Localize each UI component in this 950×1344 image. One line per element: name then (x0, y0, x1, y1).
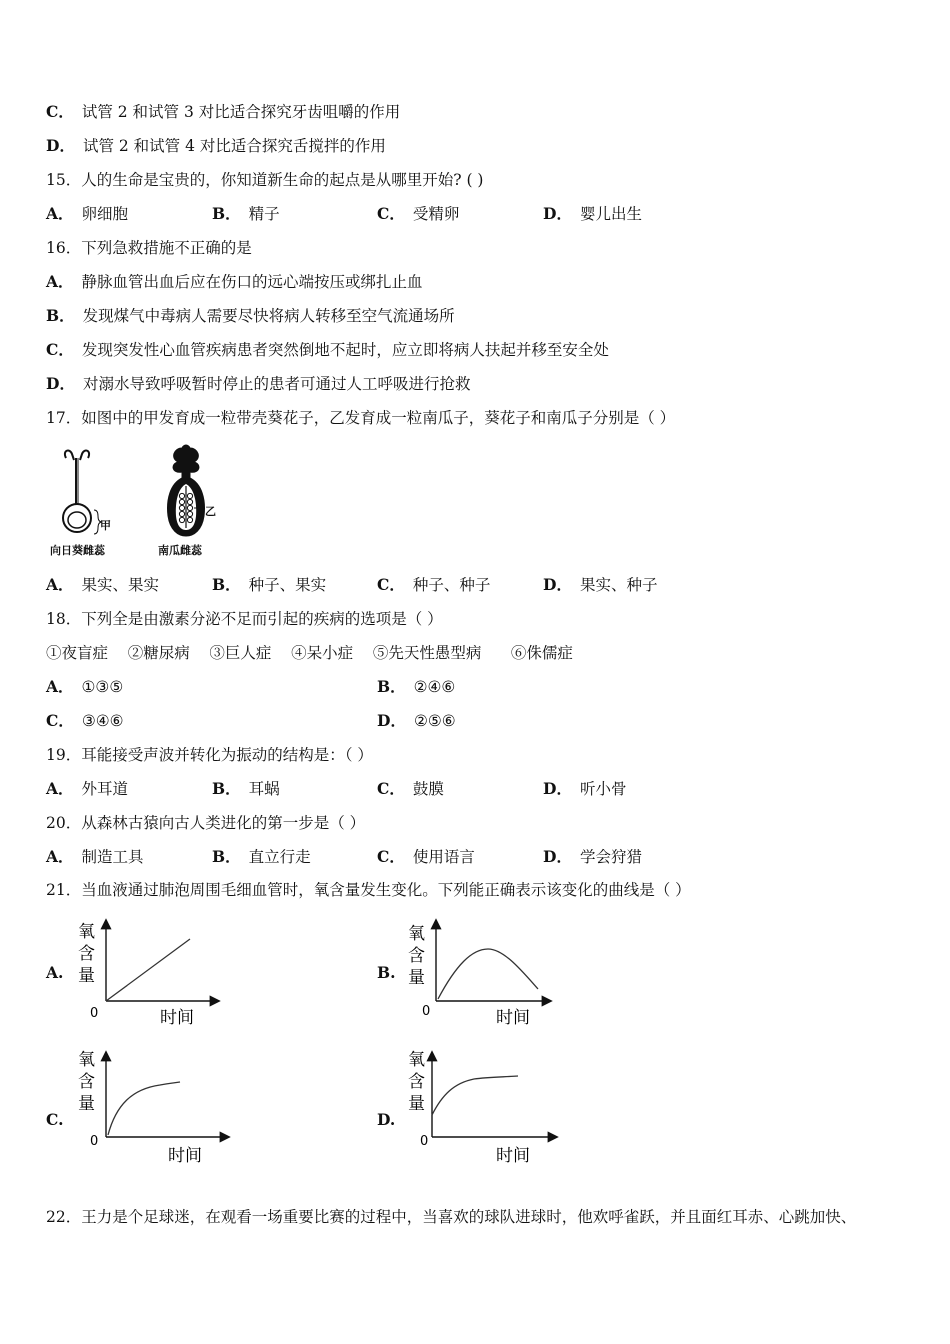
option-text: 鼓膜 (412, 780, 444, 798)
option-text: 听小骨 (579, 780, 627, 798)
option-letter: D． (46, 136, 75, 155)
q20-option-a (46, 847, 144, 867)
sunflower-pistil-figure (52, 446, 122, 538)
sunflower-mark-label: 甲 (100, 519, 111, 532)
q21-graph-b (400, 915, 560, 1030)
origin-label: 0 (420, 1134, 429, 1149)
ylabel-char: 含 (78, 1072, 95, 1092)
option-text: 受精卵 (412, 205, 460, 223)
q18-option-a (46, 677, 123, 697)
q16-option-c (46, 340, 609, 360)
option-text: 婴儿出生 (579, 205, 642, 223)
ylabel-char: 量 (408, 968, 425, 988)
q19-stem: 19．耳能接受声波并转化为振动的结构是：（ ） (46, 746, 373, 764)
option-letter: C． (377, 575, 405, 594)
option-text: 果实、种子 (579, 576, 658, 594)
q21-stem: 21．当血液通过肺泡周围毛细血管时，氧含量发生变化。下列能正确表示该变化的曲线是（ ） (46, 881, 691, 899)
q16-option-d (46, 374, 470, 394)
q21-graph-a (70, 915, 230, 1030)
q21-graph-c (70, 1045, 240, 1170)
option-letter: D． (543, 204, 572, 223)
option-letter: A． (46, 677, 74, 696)
option-text: 静脉血管出血后应在伤口的远心端按压或绑扎止血 (81, 273, 423, 291)
q21-graph-b-letter: B. (377, 963, 396, 982)
q16-option-a (46, 272, 423, 292)
option-letter: B． (212, 847, 241, 866)
option-letter: D． (46, 374, 75, 393)
option-text: ①③⑤ (81, 678, 124, 696)
q18-option-c (46, 711, 124, 731)
option-text: 种子、种子 (412, 576, 491, 594)
q18-option-d (377, 711, 456, 731)
ylabel-char: 氧 (78, 922, 95, 942)
q19-option-c (377, 779, 444, 799)
option-text: 对溺水导致呼吸暂时停止的患者可通过人工呼吸进行抢救 (82, 375, 471, 393)
option-text: 使用语言 (412, 848, 475, 866)
option-letter: C． (46, 102, 74, 121)
q21-graph-d-letter: D. (377, 1110, 396, 1129)
ylabel-char: 量 (78, 1094, 95, 1114)
option-letter: A． (46, 272, 74, 291)
q19-option-d (543, 779, 626, 799)
q21-graph-d (400, 1045, 570, 1170)
ylabel-char: 氧 (408, 1050, 425, 1070)
q17-option-d (543, 575, 657, 595)
option-text: 学会狩猎 (579, 848, 642, 866)
option-text: ②④⑥ (413, 678, 456, 696)
q14-option-c (46, 102, 400, 122)
q18-stem: 18．下列全是由激素分泌不足而引起的疾病的选项是（ ） (46, 610, 443, 628)
option-text: 种子、果实 (248, 576, 327, 594)
ylabel-char: 含 (78, 944, 95, 964)
q16-option-b (46, 306, 455, 326)
option-letter: D． (543, 847, 572, 866)
option-letter: B． (212, 204, 241, 223)
q20-option-d (543, 847, 642, 867)
option-text: 外耳道 (81, 780, 129, 798)
option-text: 发现突发性心血管疾病患者突然倒地不起时，应立即将病人扶起并移至安全处 (81, 341, 609, 359)
pumpkin-caption: 南瓜雌蕊 (158, 544, 202, 557)
q16-stem: 16．下列急救措施不正确的是 (46, 239, 252, 257)
option-text: 发现煤气中毒病人需要尽快将病人转移至空气流通场所 (82, 307, 455, 325)
xlabel: 时间 (168, 1146, 202, 1166)
q17-option-c (377, 575, 490, 595)
q15-option-d (543, 204, 642, 224)
q15-option-a (46, 204, 128, 224)
q22-stem: 22．王力是个足球迷，在观看一场重要比赛的过程中，当喜欢的球队进球时，他欢呼雀跃，并且面红耳赤、心跳加快、 (46, 1208, 857, 1226)
origin-label: 0 (90, 1134, 99, 1149)
q18-items: ①夜盲症 ②糖尿病 ③巨人症 ④呆小症 ⑤先天性愚型病 ⑥侏儒症 (46, 644, 573, 662)
q17-option-a (46, 575, 159, 595)
q15-stem: 15．人的生命是宝贵的，你知道新生命的起点是从哪里开始? ( ) (46, 171, 484, 189)
q19-option-a (46, 779, 128, 799)
xlabel: 时间 (496, 1146, 530, 1166)
q17-stem: 17．如图中的甲发育成一粒带壳葵花子，乙发育成一粒南瓜子，葵花子和南瓜子分别是（ ） (46, 409, 676, 427)
option-letter: C． (377, 204, 405, 223)
option-letter: B． (212, 575, 241, 594)
origin-label: 0 (90, 1006, 99, 1021)
q20-stem: 20．从森林古猿向古人类进化的第一步是（ ） (46, 814, 366, 832)
option-text: 卵细胞 (81, 205, 129, 223)
xlabel: 时间 (496, 1008, 530, 1028)
option-text: 试管 2 和试管 4 对比适合探究舌搅拌的作用 (82, 137, 386, 155)
q20-option-c (377, 847, 475, 867)
option-letter: C． (377, 847, 405, 866)
option-text: 耳蜗 (248, 780, 280, 798)
q15-option-c (377, 204, 459, 224)
pumpkin-mark-label: 乙 (205, 505, 216, 518)
option-text: 果实、果实 (81, 576, 160, 594)
option-text: 精子 (248, 205, 280, 223)
ylabel-char: 含 (408, 1072, 425, 1092)
origin-label: 0 (422, 1004, 431, 1019)
ylabel-char: 氧 (408, 924, 425, 944)
option-text: 直立行走 (248, 848, 311, 866)
option-letter: A． (46, 575, 74, 594)
ylabel-char: 含 (408, 946, 425, 966)
q21-graph-c-letter: C. (46, 1110, 64, 1129)
option-text: 制造工具 (81, 848, 144, 866)
option-text: ②⑤⑥ (413, 712, 456, 730)
ylabel-char: 氧 (78, 1050, 95, 1070)
q18-option-b (377, 677, 455, 697)
xlabel: 时间 (160, 1008, 194, 1028)
option-letter: D． (377, 711, 406, 730)
option-letter: A． (46, 847, 74, 866)
q20-option-b (212, 847, 311, 867)
q15-option-b (212, 204, 280, 224)
option-letter: D． (543, 575, 572, 594)
sunflower-caption: 向日葵雌蕊 (50, 544, 105, 557)
q21-graph-a-letter: A. (46, 963, 64, 982)
option-letter: C． (46, 711, 74, 730)
option-letter: A． (46, 779, 74, 798)
q19-option-b (212, 779, 280, 799)
ylabel-char: 量 (408, 1094, 425, 1114)
option-letter: D． (543, 779, 572, 798)
option-letter: B． (46, 306, 75, 325)
option-text: 试管 2 和试管 3 对比适合探究牙齿咀嚼的作用 (81, 103, 401, 121)
pumpkin-pistil-figure (160, 444, 220, 540)
option-letter: B． (377, 677, 406, 696)
q14-option-d (46, 136, 386, 156)
option-text: ③④⑥ (81, 712, 124, 730)
option-letter: C． (46, 340, 74, 359)
q17-option-b (212, 575, 326, 595)
ylabel-char: 量 (78, 966, 95, 986)
option-letter: A． (46, 204, 74, 223)
option-letter: B． (212, 779, 241, 798)
option-letter: C． (377, 779, 405, 798)
